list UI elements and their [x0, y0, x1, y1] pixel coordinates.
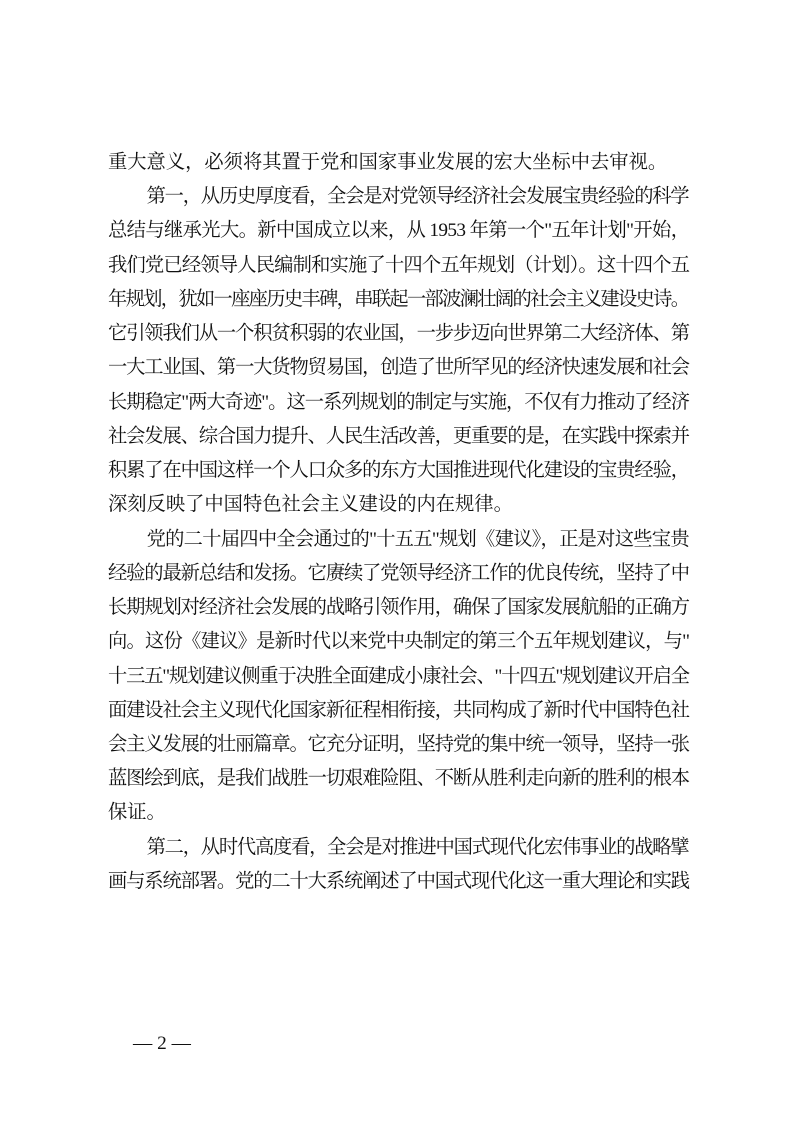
paragraph-historical-depth [108, 180, 690, 522]
text-line: 党的二十届四中全会通过的"十五五"规划《建议》，正是对这些宝贵 [146, 528, 689, 550]
text-line: 十三五"规划建议侧重于决胜全面建成小康社会、"十四五"规划建议开启全 [108, 665, 689, 687]
text-line: 第一，从历史厚度看，全会是对党领导经济社会发展宝贵经验的科学 [146, 186, 689, 208]
text-line: 第二，从时代高度看，全会是对推进中国式现代化宏伟事业的战略擘 [146, 836, 689, 858]
text-line: 一大工业国、第一大货物贸易国，创造了世所罕见的经济快速发展和社会 [108, 357, 689, 379]
text-line: 积累了在中国这样一个人口众多的东方大国推进现代化建设的宝贵经验， [108, 460, 689, 482]
text-line: 经验的最新总结和发扬。它赓续了党领导经济工作的优良传统，坚持了中 [108, 562, 689, 584]
text-line: 保证。 [108, 802, 166, 824]
text-line: 年规划，犹如一座座历史丰碑，串联起一部波澜壮阔的社会主义建设史诗。 [108, 288, 689, 310]
paragraph-era-height [108, 831, 690, 899]
page-number: — 2 — [133, 1033, 191, 1054]
text-line: 面建设社会主义现代化国家新征程相衔接，共同构成了新时代中国特色社 [108, 699, 689, 721]
text-line: 总结与继承光大。新中国成立以来，从 1953 年第一个"五年计划"开始， [108, 220, 690, 242]
text-line: 会主义发展的壮丽篇章。它充分证明，坚持党的集中统一领导，坚持一张 [108, 733, 689, 755]
body-text [108, 146, 690, 899]
paragraph-continuation [108, 146, 690, 180]
paragraph-fifteenth-plan [108, 523, 690, 831]
text-line: 社会发展、综合国力提升、人民生活改善，更重要的是，在实践中探索并 [108, 425, 689, 447]
text-line: 画与系统部署。党的二十大系统阐述了中国式现代化这一重大理论和实践 [108, 870, 689, 892]
text-line: 我们党已经领导人民编制和实施了十四个五年规划（计划）。这十四个五 [108, 254, 690, 276]
text-line: 深刻反映了中国特色社会主义建设的内在规律。 [108, 494, 513, 516]
text-line: 重大意义，必须将其置于党和国家事业发展的宏大坐标中去审视。 [108, 152, 668, 173]
text-line: 长期规划对经济社会发展的战略引领作用，确保了国家发展航船的正确方 [108, 597, 689, 619]
text-line: 长期稳定"两大奇迹"。这一系列规划的制定与实施，不仅有力推动了经济 [108, 391, 690, 413]
text-line: 它引领我们从一个积贫积弱的农业国，一步步迈向世界第二大经济体、第 [108, 323, 689, 345]
text-line: 蓝图绘到底，是我们战胜一切艰难险阻、不断从胜利走向新的胜利的根本 [108, 768, 689, 790]
text-line: 向。这份《建议》是新时代以来党中央制定的第三个五年规划建议，与" [108, 631, 690, 653]
